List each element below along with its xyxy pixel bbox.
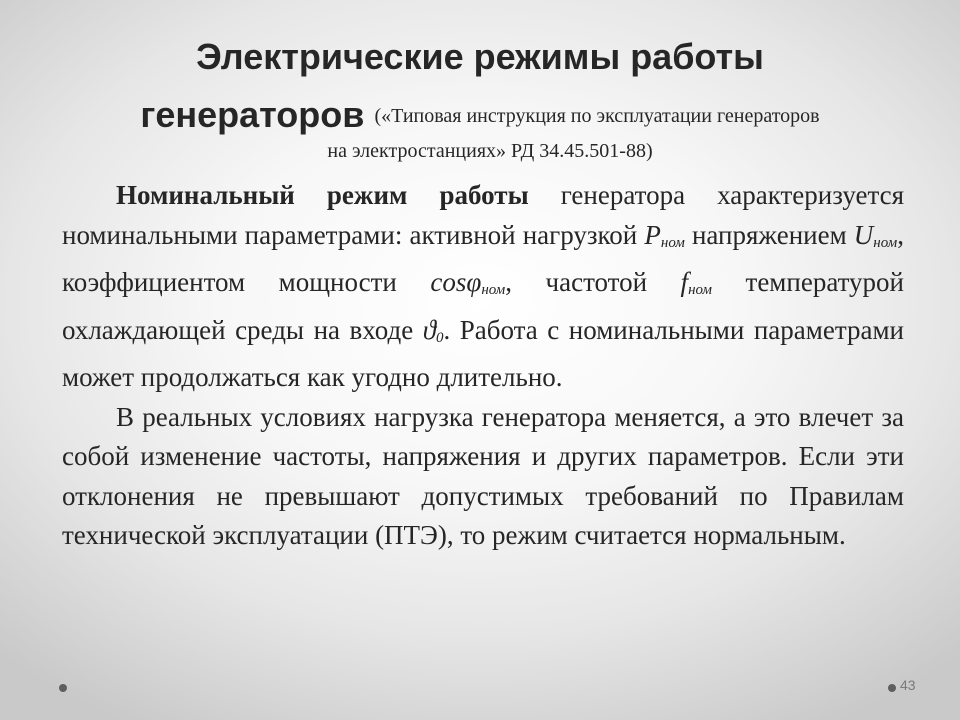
slide-title-line1: Электрические режимы работы [196,36,764,77]
symbol-theta: ϑ [422,314,436,345]
slide-title-line2 [40,92,920,139]
symbol-cosphi: cosφ [430,267,482,297]
subscript-nom: ном [873,234,898,251]
slide-title-word: генераторов [140,94,365,135]
subscript-zero: 0 [435,329,444,346]
paragraph-nominal-mode [62,176,904,398]
subscript-nom: ном [688,282,713,298]
title-reference-part1: («Типовая инструкция по эксплуатации генераторов [374,105,820,127]
title-reference-part2: на электростанциях» РД 34.45.501-88) [327,140,653,162]
text-segment: температурой охлаждающей среды на входе [62,267,904,345]
text-segment: , коэффициентом мощности [62,219,904,297]
text-segment: . Работа с номинальными параметрами может продолжаться как угодно длительно. [62,314,904,392]
subscript-nom: ном [660,234,685,251]
slide-body [62,176,904,556]
symbol-u: U [853,219,874,250]
symbol-p: P [644,219,661,250]
symbol-f: f [680,267,689,297]
bullet-dot-icon [59,684,67,692]
bold-lead: Номинальный режим работы [116,180,529,210]
page-number: 43 [900,677,916,693]
bullet-dot-icon [888,684,896,692]
text-segment: напряжением [684,219,854,250]
text-segment: , частотой [505,267,681,297]
paragraph-real-conditions: В реальных условиях нагрузка генератора меняется, а это влечет за собой изменение частоты, напряжения и других параметров. Если эти отклонения не превышают допустимых требований по Правилам технической эксплуатации (ПТЭ), то режим считается нормальным. [62,401,904,550]
text-segment: генератора характеризуется номинальными параметрами: активной нагрузкой [62,180,904,250]
subscript-nom: ном [481,282,506,298]
